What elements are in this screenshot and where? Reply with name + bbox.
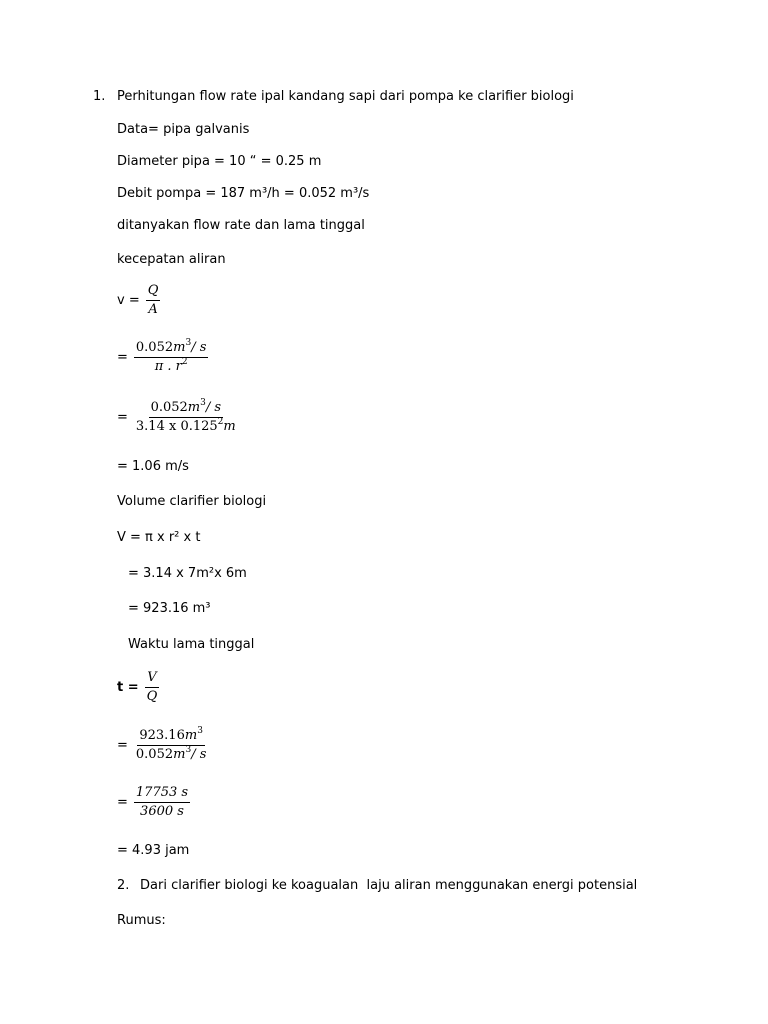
volume-formula: V = π x r² x t: [117, 530, 201, 545]
fraction-q-over-a: [146, 283, 161, 318]
denominator-seconds: 3600 s: [140, 804, 184, 819]
retention-formula: [117, 670, 159, 705]
equals-sign: =: [117, 410, 128, 425]
equals-sign: =: [117, 350, 128, 365]
numerator-unit: m: [184, 728, 198, 743]
velocity-formula: [117, 283, 160, 318]
retention-step-2: [117, 785, 190, 820]
denominator-unit: m: [173, 747, 186, 762]
velocity-step-1: [117, 337, 208, 375]
denominator-a: A: [148, 302, 158, 317]
fraction-flow-over-numeric-area: [134, 397, 238, 435]
velocity-step-2: [117, 397, 238, 435]
section-1-title: Perhitungan flow rate ipal kandang sapi dari pompa ke clarifier biologi: [117, 89, 574, 104]
numerator-value: 0.052: [135, 340, 174, 355]
velocity-heading: kecepatan aliran: [117, 252, 226, 267]
denominator-q: Q: [146, 689, 158, 704]
denominator-expression: 3.14 x 0.125: [135, 419, 218, 434]
list-number-2: 2.: [117, 878, 130, 893]
numerator-exponent: 3: [185, 337, 192, 348]
volume-heading: Volume clarifier biologi: [117, 494, 267, 509]
volume-step-1: = 3.14 x 7m²x 6m: [128, 566, 247, 581]
equals-sign: =: [117, 795, 128, 810]
denominator-unit: m: [223, 419, 236, 434]
section-2-title: Dari clarifier biologi ke koagualan laju aliran menggunakan energi potensial: [140, 878, 638, 893]
numerator-tail: / s: [205, 400, 222, 415]
denominator-value: 0.052: [135, 747, 174, 762]
velocity-result: = 1.06 m/s: [117, 459, 189, 474]
numerator-value: 0.052: [150, 400, 188, 415]
numerator-q: Q: [147, 283, 159, 298]
numerator-unit: m: [173, 340, 186, 355]
equals-sign: =: [117, 738, 128, 753]
fraction-volume-over-flow: [134, 725, 208, 763]
debit-line: Debit pompa = 187 m³/h = 0.052 m³/s: [117, 186, 370, 201]
denominator-exponent: 3: [185, 744, 192, 755]
numerator-value: 923.16: [139, 728, 185, 743]
numerator-exponent: 3: [200, 397, 206, 408]
list-number-1: 1.: [93, 89, 106, 104]
retention-lhs: t =: [117, 680, 139, 695]
question-line: ditanyakan flow rate dan lama tinggal: [117, 218, 365, 233]
diameter-line: Diameter pipa = 10 “ = 0.25 m: [117, 154, 322, 169]
numerator-tail: / s: [191, 340, 207, 355]
fraction-v-over-q: [145, 670, 160, 705]
denominator-exponent: 2: [217, 416, 224, 427]
data-line: Data= pipa galvanis: [117, 122, 250, 137]
numerator-exponent: 3: [197, 725, 203, 736]
denominator-expression: π . r: [154, 359, 182, 374]
retention-result: = 4.93 jam: [117, 843, 190, 858]
denominator-tail: / s: [191, 747, 207, 762]
fraction-flow-over-area: [134, 337, 208, 375]
retention-heading: Waktu lama tinggal: [128, 637, 255, 652]
retention-step-1: [117, 725, 208, 763]
numerator-unit: m: [187, 400, 201, 415]
fraction-seconds: [134, 785, 190, 820]
velocity-lhs: v =: [117, 293, 140, 308]
rumus-label: Rumus:: [117, 913, 166, 928]
volume-step-2: = 923.16 m³: [128, 601, 211, 616]
numerator-v: V: [147, 670, 157, 685]
numerator-seconds: 17753 s: [135, 785, 189, 800]
denominator-exponent: 2: [181, 356, 188, 367]
